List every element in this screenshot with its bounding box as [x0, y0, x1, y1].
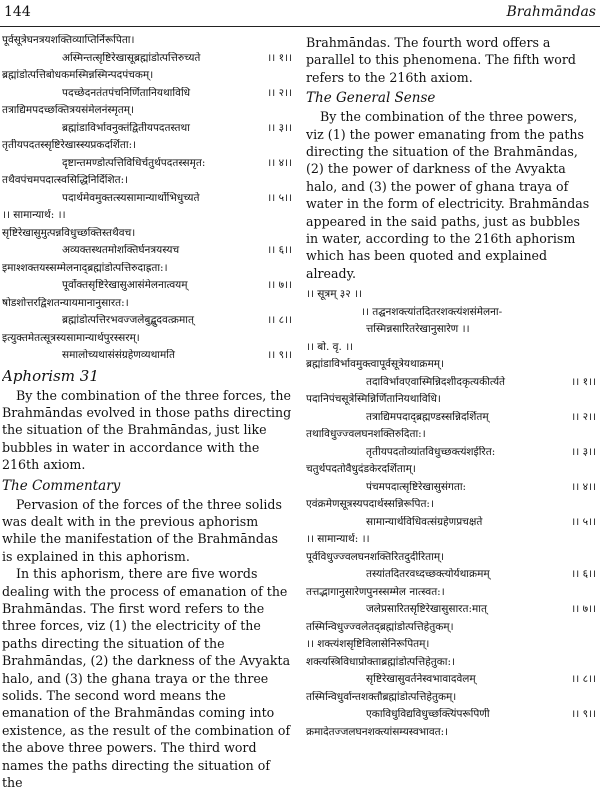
right-verses-a	[306, 358, 596, 529]
verse-number: ।। ५।।	[267, 191, 292, 204]
verse-text: सृष्टिरेखासुवर्तनेस्वभावादवेलम्	[366, 673, 476, 686]
continued-paragraph: Brahmāndas. The fourth word offers a parallel to this phenomena. The fifth word refers to the 216th axiom.	[306, 35, 576, 85]
verse-line	[306, 691, 596, 704]
verse-text: समालोच्यथासंसंग्रहेणव्यथामति	[62, 349, 175, 361]
verse-text: पदच्छेदनतंतपंचनिर्णितानियथाविधि	[62, 86, 191, 99]
verse-line	[2, 227, 292, 240]
verse-line	[306, 446, 596, 459]
verse-line	[2, 262, 292, 275]
verse-line	[2, 297, 292, 310]
commentary-paragraph-2: In this aphorism, there are five words dealing with the process of emanation of the Brahmāndas. The first word refers to the three forces, viz (1) the electricity of the paths directing the situation of the Brahmāndas, (2) the darkness of the Avyakta halo, and (3) the ghana traya or the three solids. The second word means the emanation of the Brahmāndas coming into existence, as the result of the combination of the above three powers. The third word names the paths directing the situation of the	[2, 566, 291, 791]
aphorism-heading: Aphorism 31	[2, 366, 99, 385]
verse-line	[2, 174, 292, 187]
verse-text: इत्युक्तमेतत्सूत्रस्यसामान्यार्थपुरस्सरम्।	[2, 331, 140, 344]
verse-line	[306, 726, 596, 739]
verse-number: ।। २।।	[571, 410, 596, 423]
verse-text: एकाविधुविद्यविधुच्छक्त्यिंपरूपिणी	[366, 708, 490, 721]
verse-text: तथाविधुज्ज्वलघनशक्तिरुदिता:।	[306, 428, 426, 441]
right-column	[306, 34, 596, 811]
left-column	[2, 34, 292, 811]
verse-text: ।। शक्त्यंशसृष्टिविलासेनिरूपितम्।	[306, 638, 430, 651]
verse-line	[306, 568, 596, 581]
verse-line	[2, 87, 292, 100]
verse-text: शक्त्यस्त्रिविधाप्रोक्ताब्रह्मांडोत्पत्तिहेतुका:।	[306, 655, 456, 668]
verse-text: इमाश्शक्तयस्सम्मेलनाद्ब्रह्मांडोत्पत्तिरुदाह्रता:।	[2, 261, 168, 274]
verse-line	[2, 157, 292, 170]
verse-text: तस्मिन्विधुज्ज्वलेतद्ब्रह्मांडोत्पत्तिहेतुकम्।	[306, 620, 454, 633]
verse-line	[306, 393, 596, 406]
verse-number: ।। ८।।	[267, 314, 292, 326]
left-samanya-label: ।। सामान्यार्थ: ।।	[2, 209, 66, 221]
verse-number: ।। ६।।	[267, 244, 292, 256]
verse-text: तत्राद्यिमपदच्छक्तित्रयसंमेलनंस्मृतम्।	[2, 104, 135, 116]
verse-text: पूर्वविधुज्ज्वलघनशक्तिरितदुदीरिताम्।	[306, 550, 445, 563]
general-sense-paragraph: By the combination of the three powers, viz (1) the power emanating from the paths directing the situation of the Brahmāndas, (2) the power of darkness of the Avyakta halo, and (3) the power of ghana traya of water in the form of electricity. Brahmāndas appeared in the said paths, just as bubbles in water, according to the 216th aphorism which has been quoted and explained already.	[306, 109, 590, 281]
verse-text: ब्रह्मांडोत्पत्तिरभवज्जलेबुद्बुदवत्क्रमात्	[62, 314, 194, 326]
verse-line	[2, 244, 292, 257]
verse-line	[306, 551, 596, 564]
verse-number: ।। ४।।	[571, 480, 596, 493]
running-title: Brahmāndas	[506, 4, 596, 20]
verse-line	[306, 586, 596, 599]
right-verses-b	[306, 551, 596, 739]
verse-text: एवंक्रमेणसूत्रस्यपदार्थस्सन्निरूपित:।	[306, 498, 434, 511]
verse-line	[306, 621, 596, 634]
verse-text: ब्रह्मांडाविर्भावनुक्तंद्वितीयपदतस्तथा	[62, 121, 190, 134]
verse-text: क्रमादेतज्जलघनशक्त्यांसम्यस्वभावत:।	[306, 725, 449, 738]
verse-text: सृष्टिरेखासुमुत्पन्नविधुच्छक्तिस्तथैवच।	[2, 226, 136, 239]
commentary-heading: The Commentary	[2, 477, 121, 494]
sutra-label: ।। सूत्रम् ३२ ।।	[306, 288, 363, 301]
verse-line	[306, 516, 596, 529]
verse-text: पंचमपदात्सृष्टिरेखासुसंगता:	[366, 480, 467, 493]
verse-line	[306, 376, 596, 389]
verse-line	[306, 358, 596, 371]
left-verses-a	[2, 34, 292, 205]
right-samanya-label: ।। सामान्यार्थ: ।।	[306, 533, 370, 546]
verse-line	[2, 332, 292, 345]
general-sense-heading: The General Sense	[306, 90, 436, 107]
verse-number: ।। २।।	[267, 86, 292, 99]
verse-line	[2, 69, 292, 82]
verse-text: तथैवपंचमपदात्स्वसिद्धिनिर्दिशित:।	[2, 174, 129, 186]
verse-line	[306, 498, 596, 511]
verse-text: सामान्यार्थविधिवत्संग्रहेणप्रचक्षते	[366, 515, 483, 528]
bo-vr-label: ।। बो. वृ. ।।	[306, 340, 354, 353]
sutra-line-2: त्तस्मिन्नसारितरेखानुसारेण ।।	[366, 323, 470, 336]
verse-text: षोडशोत्तरद्विशतन्यायमानानुसारत:।	[2, 296, 129, 309]
verse-number: ।। ५।।	[571, 515, 596, 528]
verse-text: जलेप्रसारितसृष्टिरेखासुसारत:मात्	[366, 603, 487, 616]
verse-text: तत्तद्भागानुसारेणपुनस्सम्मेल नात्स्वत:।	[306, 585, 445, 598]
verse-text: अव्यक्तस्थतमोशक्तिर्घनत्रयस्यच	[62, 244, 180, 256]
verse-number: ।। १।।	[571, 375, 596, 388]
verse-line	[2, 192, 292, 205]
verse-text: ब्रह्मांडोत्पत्तिबोधकमस्मिन्नस्मिन्पदपंचकम्।	[2, 69, 154, 81]
verse-number: ।। ९।।	[267, 349, 292, 361]
verse-text: तृतीयपदतस्सृष्टिरेखास्स्यप्रकदर्शिता:।	[2, 139, 137, 151]
verse-text: पूर्वोक्तसृष्टिरेखासुआसंमेलनात्वयम्	[62, 279, 188, 291]
left-verses-b	[2, 227, 292, 363]
verse-text: दृष्टान्तमण्डोत्पत्तिविधिर्चतुर्थपदतस्समृत:	[62, 156, 206, 169]
verse-text: तदाविर्भावएवास्मिन्निदशीदकृत्यकीर्त्यते	[366, 375, 506, 388]
verse-line	[2, 139, 292, 152]
verse-line	[2, 104, 292, 117]
verse-text: ब्रह्मांडाविर्भावमुक्त्वापूर्वसूत्रेयथाक्रमम्।	[306, 358, 445, 371]
verse-number: ।। ३।।	[571, 445, 596, 458]
verse-line	[2, 34, 292, 47]
page-header	[0, 0, 600, 27]
verse-line	[306, 411, 596, 424]
verse-text: अस्मिन्तत्सृष्टिरेखासूब्रह्मांडोत्पत्तिरुच्यते	[62, 51, 201, 64]
verse-line	[306, 673, 596, 686]
verse-text: चतुर्थपदतोवैधुदंडकेरदर्शिताम्।	[306, 463, 416, 476]
verse-number: ।। ३।।	[267, 121, 292, 134]
verse-line	[2, 279, 292, 292]
verse-line	[306, 603, 596, 616]
verse-text: पदानिपंचसूत्रेस्मिन्निर्णितानियथाविधि।	[306, 393, 441, 406]
verse-line	[2, 349, 292, 362]
verse-number: ।। ९।।	[571, 708, 596, 721]
aphorism-text: By the combination of the three forces, the Brahmāndas evolved in those paths directing the situation of the Brahmāndas, just like bubbles in water in accordance with the 216th axiom.	[2, 387, 292, 473]
verse-line	[2, 122, 292, 135]
verse-line	[306, 638, 596, 651]
verse-text: तस्यांतदितरवध्दच्छक्त्योर्यथाक्रमम्	[366, 568, 490, 581]
verse-number: ।। ६।।	[571, 568, 596, 581]
sutra-line-1: ।। तद्घनशक्त्यांतदितरशक्त्यंशसंमेलना-	[361, 305, 503, 318]
verse-text: तृतीयपदतोव्यांतविधुच्छक्त्यंशईरित:	[366, 445, 496, 458]
verse-text: पूर्वसूत्रेघनत्रयशक्तिव्याप्तिर्निरूपिता।	[2, 34, 135, 46]
verse-number: ।। ८।।	[571, 673, 596, 686]
verse-text: तत्राद्यिमपदाद्ब्रह्मण्डस्सन्निदर्शितम्	[366, 410, 489, 423]
verse-text: पदार्थमेवमुक्तत्स्यसामान्यार्थोभिधुच्यते	[62, 191, 200, 204]
commentary-paragraph-1: Pervasion of the forces of the three solids was dealt with in the previous aphorism while the manifestation of the Brahmāndas is explained in this aphorism.	[2, 496, 282, 564]
verse-line	[306, 463, 596, 476]
verse-number: ।। ७।।	[267, 279, 292, 291]
verse-number: ।। १।।	[267, 51, 292, 64]
verse-line	[2, 314, 292, 327]
verse-text: तस्मिन्विधुर्वान्तशक्तौब्रह्मांडोत्पत्तिहेतुकम्।	[306, 690, 457, 703]
verse-line	[306, 428, 596, 441]
verse-number: ।। ७।।	[571, 603, 596, 616]
verse-line	[306, 481, 596, 494]
page-number: 144	[4, 4, 31, 20]
verse-line	[306, 656, 596, 669]
verse-line	[306, 708, 596, 721]
verse-line	[2, 52, 292, 65]
verse-number: ।। ४।।	[267, 156, 292, 169]
